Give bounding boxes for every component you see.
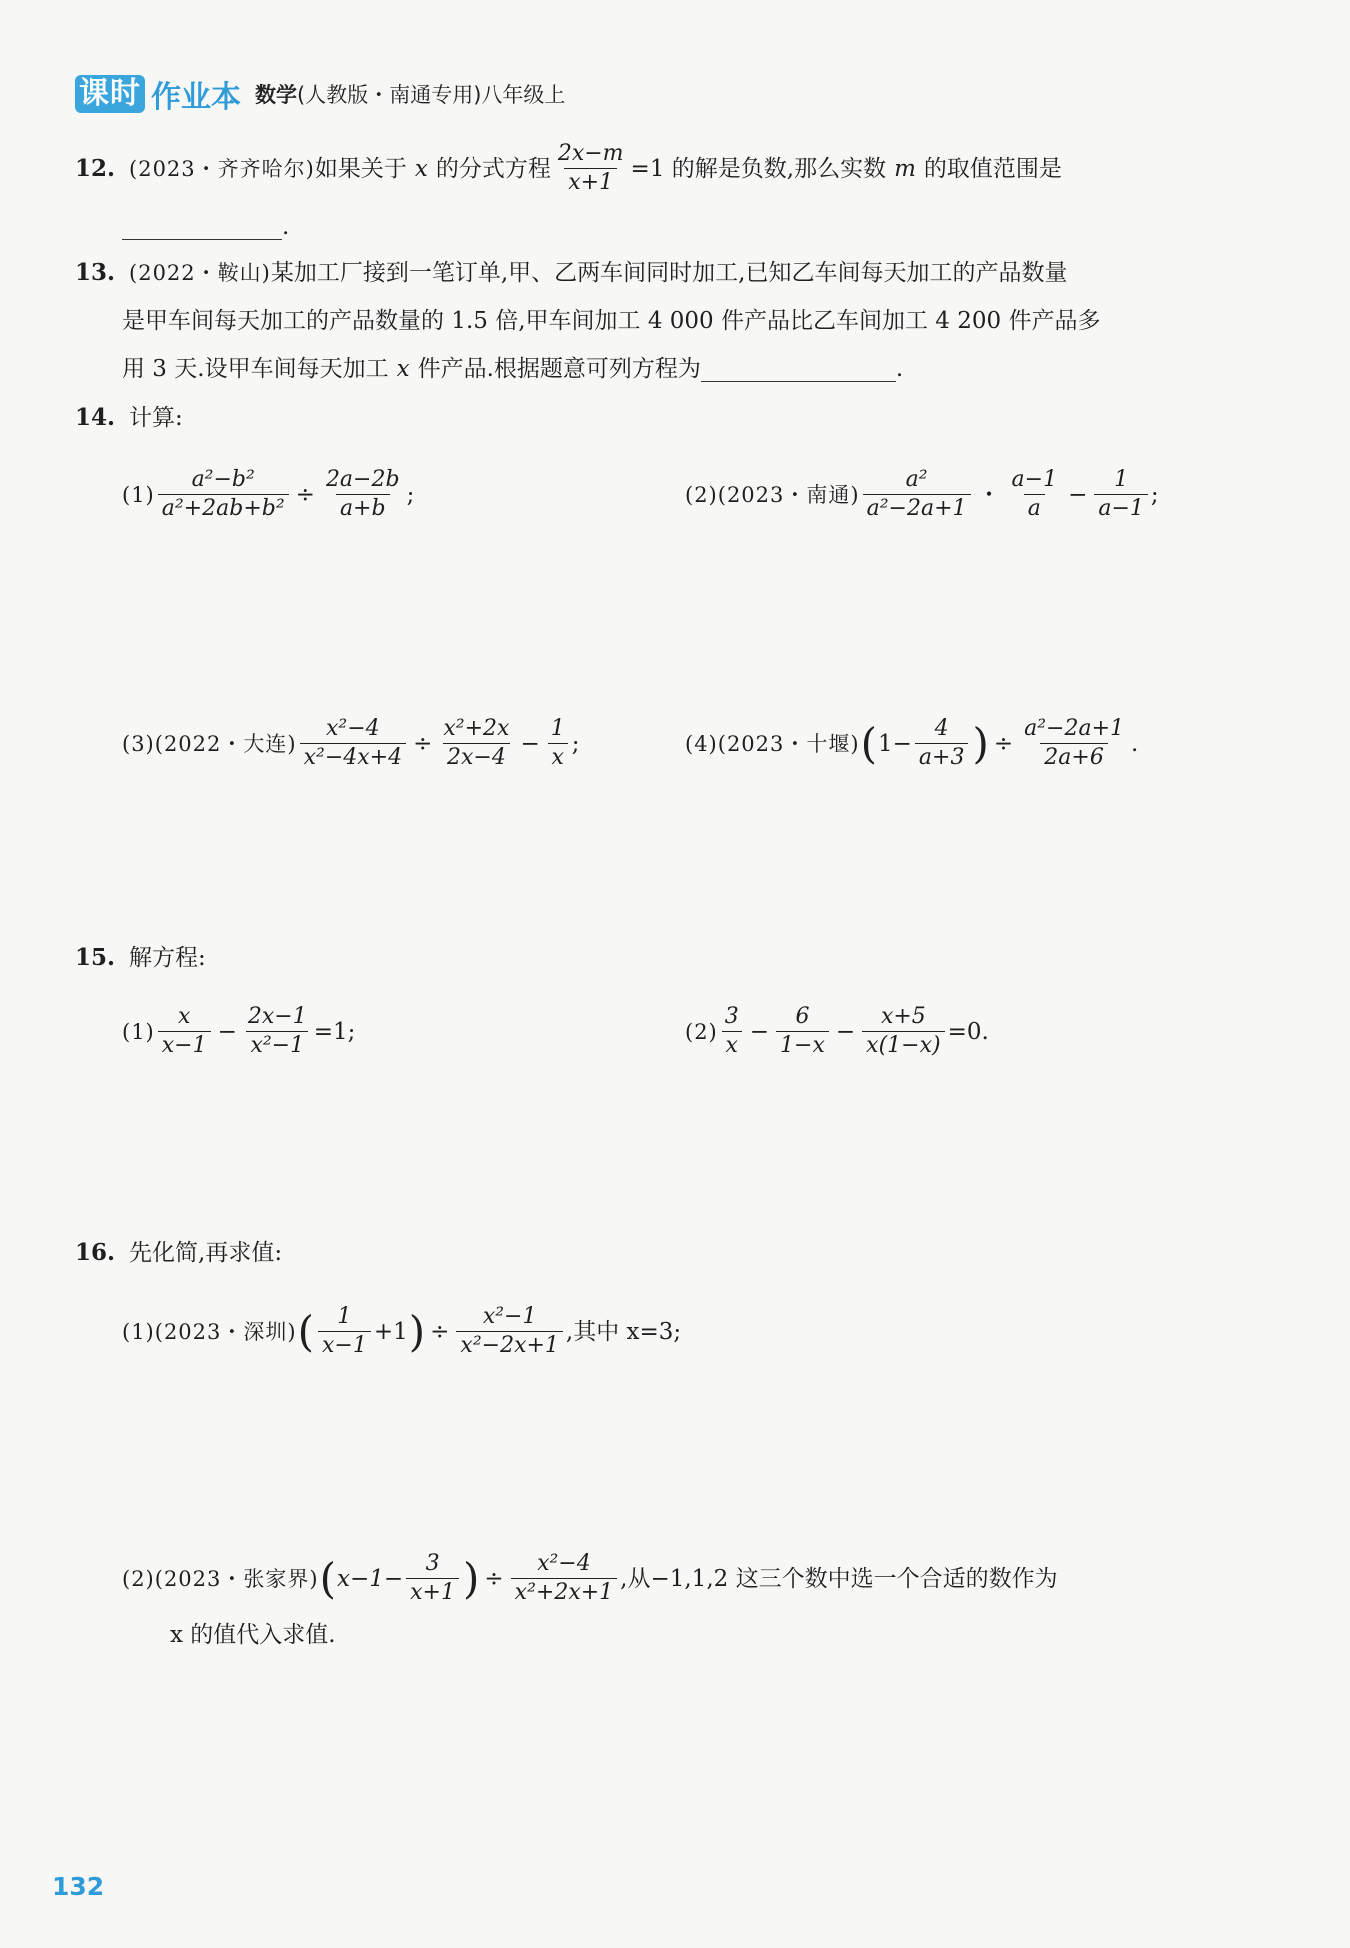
numerator: 1 [337, 1304, 352, 1329]
numerator: 2x−1 [247, 1004, 307, 1029]
left-paren: ( [297, 1306, 314, 1356]
denominator: 1−x [776, 1031, 829, 1060]
numerator: x²−4 [326, 716, 380, 741]
problem-source: (2023・深圳) [154, 1319, 297, 1344]
fraction [547, 715, 569, 772]
problem-source: (2023・张家界) [154, 1566, 319, 1591]
denominator: 2a+6 [1040, 743, 1108, 772]
problem-16-q2-line2 [170, 1620, 336, 1650]
variable: x [396, 356, 410, 382]
problem-text: x 的值代入求值. [170, 1622, 336, 1648]
page-number: 132 [52, 1872, 105, 1901]
punctuation: =0. [947, 1018, 989, 1045]
problem-13-line1 [75, 258, 1067, 288]
fraction [554, 140, 628, 197]
operator: ÷ [413, 730, 433, 757]
problem-text: 用 3 天.设甲车间每天加工 [122, 356, 389, 382]
problem-source: (2023・南通) [717, 482, 860, 507]
denominator: x [548, 743, 568, 772]
problem-14-q3 [122, 715, 579, 772]
answer-blank[interactable] [122, 215, 282, 240]
operator: − [835, 1018, 856, 1045]
numerator: 2a−2b [325, 467, 400, 492]
problem-14-q4 [685, 715, 1138, 772]
problem-15-title [75, 943, 206, 973]
denominator: x [722, 1031, 742, 1060]
numerator: a²−2a+1 [1024, 716, 1125, 741]
problem-number: 13. [75, 259, 116, 286]
problem-16-title [75, 1238, 282, 1268]
problem-12-line1 [75, 140, 1062, 197]
variable: m [894, 155, 916, 182]
problem-16-q1 [122, 1303, 681, 1360]
punctuation: =1; [313, 1018, 356, 1045]
fraction [439, 715, 513, 772]
operator: − [1068, 481, 1088, 508]
problem-title: 先化简,再求值: [129, 1240, 283, 1266]
problem-text: 是甲车间每天加工的产品数量的 1.5 倍,甲车间加工 4 000 件产品比乙车间加工 4 200 件产品多 [122, 308, 1101, 334]
problem-16-q2 [122, 1550, 1058, 1607]
problem-source: (2023・十堰) [717, 731, 860, 756]
subquestion-label: (2) [122, 1566, 155, 1591]
numerator: x²−1 [482, 1304, 537, 1329]
fraction [456, 1303, 563, 1360]
problem-14-q2 [685, 466, 1159, 523]
problem-text: 件产品.根据题意可列方程为 [417, 356, 701, 382]
operator: ÷ [295, 481, 315, 508]
brand-logo: 课时 [75, 75, 145, 113]
operator: − [217, 1018, 237, 1045]
numerator: 3 [425, 1551, 440, 1576]
problem-source: (2022・大连) [154, 731, 297, 756]
header [75, 72, 565, 116]
subquestion-label: (1) [122, 482, 155, 507]
denominator: x−1 [158, 1031, 211, 1060]
subquestion-label: (1) [122, 1019, 155, 1044]
expression-text: 1− [877, 730, 912, 757]
numerator: x+5 [880, 1004, 926, 1029]
fraction [776, 1003, 829, 1060]
numerator: a−1 [1011, 467, 1058, 492]
denominator: a [1024, 494, 1045, 523]
problem-text: 某加工厂接到一笔订单,甲、乙两车间同时加工,已知乙车间每天加工的产品数量 [270, 260, 1068, 286]
problem-number: 16. [75, 1239, 116, 1266]
denominator: a+3 [915, 743, 969, 772]
fraction [158, 466, 289, 523]
problem-13-line3 [122, 354, 903, 384]
numerator: 4 [934, 716, 949, 741]
denominator: x²−1 [246, 1031, 308, 1060]
punctuation: ; [1150, 481, 1159, 508]
numerator: x²−4 [537, 1551, 591, 1576]
numerator: 1 [1114, 467, 1129, 492]
fraction [511, 1550, 618, 1607]
right-paren: ) [462, 1553, 480, 1603]
problem-15-q2 [685, 1003, 989, 1060]
problem-text: =1 的解是负数,那么实数 [630, 155, 887, 182]
right-paren: ) [972, 718, 989, 768]
denominator: a²+2ab+b² [158, 494, 289, 523]
edition: (人教版・南通专用)八年级上 [297, 83, 566, 107]
numerator: 2x−m [557, 141, 624, 166]
punctuation: ; [571, 730, 580, 757]
fraction [322, 466, 404, 523]
subquestion-label: (3) [122, 731, 155, 756]
problem-text: ,从−1,1,2 这三个数中选一个合适的数作为 [620, 1565, 1058, 1592]
book-subtitle [255, 79, 565, 109]
fraction [406, 1550, 459, 1607]
fraction [721, 1003, 743, 1060]
denominator: a−1 [1094, 494, 1148, 523]
brand-name: 作业本 [151, 80, 241, 115]
subquestion-label: (4) [685, 731, 718, 756]
problem-13-line2 [122, 306, 1100, 336]
denominator: a+b [336, 494, 390, 523]
expression-text: x−1− [336, 1565, 404, 1592]
expression-text: +1 [373, 1318, 408, 1345]
left-paren: ( [319, 1553, 336, 1603]
operator: ・ [977, 481, 1001, 508]
fraction [863, 466, 971, 523]
numerator: a² [905, 467, 928, 492]
problem-12-line2 [122, 212, 289, 242]
subject: 数学 [255, 83, 297, 107]
variable: x [414, 155, 428, 182]
problem-15-q1 [122, 1003, 355, 1060]
problem-source: (2023・齐齐哈尔) [129, 156, 315, 181]
operator: ÷ [484, 1565, 504, 1592]
problem-title: 计算: [129, 405, 183, 431]
subquestion-label: (1) [122, 1319, 155, 1344]
punctuation: . [1131, 730, 1139, 757]
punctuation: . [282, 214, 290, 240]
right-paren: ) [408, 1306, 426, 1356]
problem-14-q1 [122, 466, 414, 523]
fraction [300, 715, 407, 772]
operator: − [520, 730, 540, 757]
problem-number: 12. [75, 154, 116, 182]
denominator: x²+2x+1 [511, 1578, 618, 1607]
denominator: a²−2a+1 [863, 494, 971, 523]
problem-text: ,其中 x=3; [565, 1318, 682, 1345]
subquestion-label: (2) [685, 1019, 718, 1044]
punctuation: . [895, 356, 904, 382]
numerator: 1 [550, 716, 565, 741]
answer-blank[interactable] [701, 357, 896, 382]
problem-source: (2022・鞍山) [129, 261, 271, 285]
subquestion-label: (2) [685, 482, 718, 507]
fraction [244, 1003, 311, 1060]
denominator: x(1−x) [862, 1031, 944, 1060]
operator: − [749, 1018, 770, 1045]
denominator: x²−4x+4 [300, 743, 407, 772]
numerator: a²−b² [191, 467, 255, 492]
problem-title: 解方程: [129, 945, 206, 971]
fraction [915, 715, 969, 772]
denominator: x²−2x+1 [456, 1331, 563, 1360]
problem-text: 的分式方程 [435, 155, 551, 182]
denominator: x+1 [564, 168, 617, 197]
operator: ÷ [430, 1318, 450, 1345]
numerator: x [177, 1004, 191, 1029]
fraction [1094, 466, 1148, 523]
fraction [1020, 715, 1128, 772]
fraction [862, 1003, 944, 1060]
problem-text: 如果关于 [314, 155, 407, 182]
denominator: x+1 [406, 1578, 459, 1607]
numerator: 3 [724, 1004, 739, 1029]
numerator: 6 [795, 1004, 810, 1029]
left-paren: ( [860, 718, 877, 768]
numerator: x²+2x [443, 716, 510, 741]
problem-text: 的取值范围是 [923, 155, 1062, 182]
fraction [1008, 466, 1062, 523]
problem-14-title [75, 403, 183, 433]
operator: ÷ [993, 730, 1014, 757]
fraction [318, 1303, 371, 1360]
denominator: 2x−4 [443, 743, 510, 772]
denominator: x−1 [318, 1331, 371, 1360]
punctuation: ; [406, 481, 415, 508]
problem-number: 14. [75, 404, 116, 431]
fraction [158, 1003, 211, 1060]
problem-number: 15. [75, 944, 116, 971]
